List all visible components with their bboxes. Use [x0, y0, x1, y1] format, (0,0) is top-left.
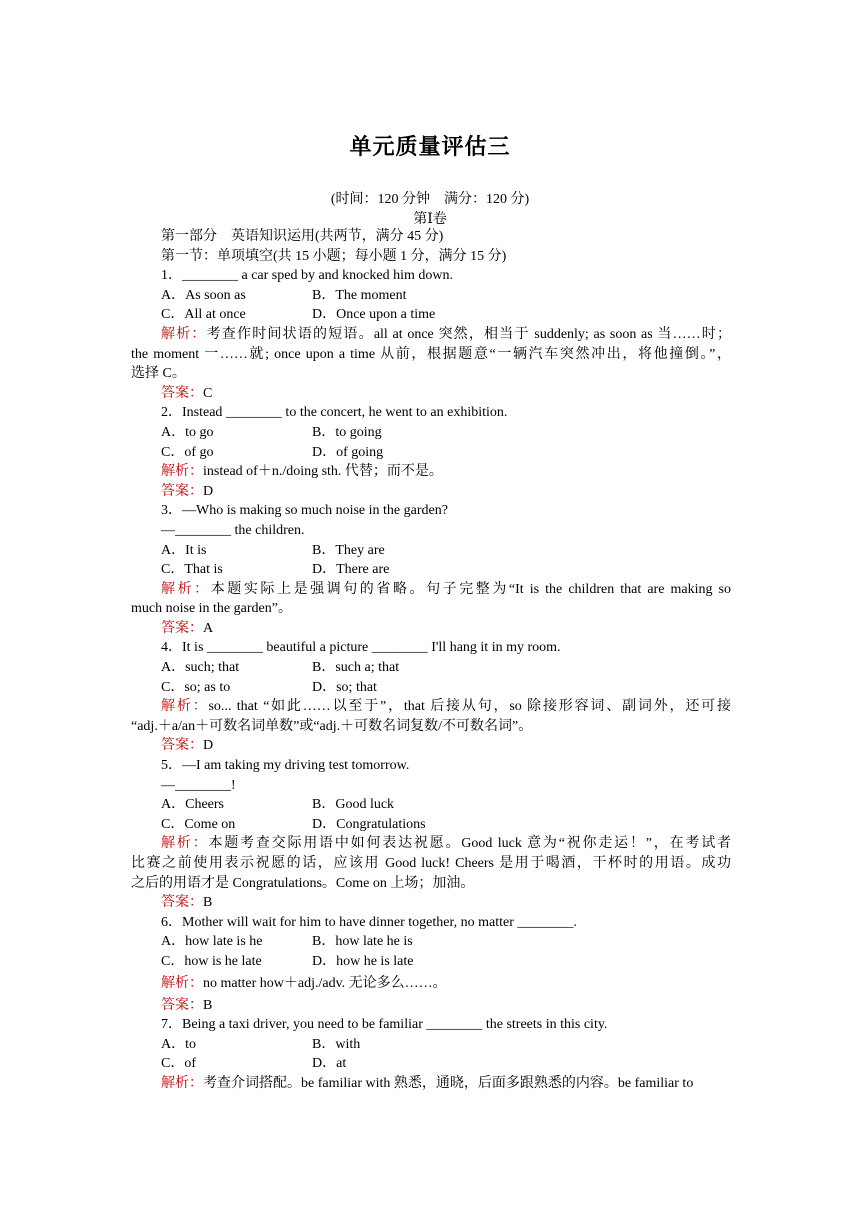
option-row [131, 952, 731, 972]
answer-value: B [203, 895, 213, 911]
analysis-text: 选择 C。 [131, 366, 186, 382]
answer-label: 答案： [161, 483, 203, 499]
analysis-label: 解析： [161, 699, 209, 715]
question-list [131, 266, 731, 1093]
option-row [131, 795, 731, 815]
option-choice: A．how late is he [161, 934, 263, 950]
question-stem: 3．—Who is making so much noise in the garden? [161, 503, 448, 519]
analysis-line [131, 599, 731, 619]
answer-label: 答案： [161, 620, 203, 636]
analysis-label: 解析： [161, 464, 203, 480]
exam-body [131, 227, 731, 1094]
option-choice: C．All at once [161, 307, 246, 323]
option-row [131, 815, 731, 835]
analysis-text: so... that “如此……以至于”，that 后接从句，so 除接形容词、副词外，还可接 [208, 699, 732, 715]
analysis-text: “adj.＋a/an＋可数名词单数”或“adj.＋可数名词复数/不可数名词”。 [131, 718, 533, 734]
option-choice: A．to go [161, 424, 214, 440]
option-choice: B．The moment [312, 287, 407, 303]
option-row [131, 443, 731, 463]
question-stem: —________ the children. [161, 522, 305, 538]
option-choice: B．They are [312, 542, 385, 558]
option-choice: A．It is [161, 542, 207, 558]
question-block [131, 266, 731, 403]
analysis-text: 之后的用语才是 Congratulations。Come on 上场；加油。 [131, 875, 475, 891]
question-stem: —________! [161, 777, 236, 793]
option-choice: C．Come on [161, 816, 236, 832]
analysis-text: much noise in the garden”。 [131, 601, 292, 617]
analysis-label: 解析： [161, 975, 203, 991]
analysis-label: 解析： [161, 581, 211, 597]
option-row [131, 423, 731, 443]
question-block [131, 403, 731, 501]
option-row [131, 541, 731, 561]
analysis-line [131, 462, 731, 482]
answer-value: D [203, 738, 214, 754]
option-row [131, 932, 731, 952]
option-row [131, 678, 731, 698]
analysis-text: 本题考查交际用语中如何表达祝愿。Good luck 意为“祝你走运！”，在考试者 [208, 836, 732, 852]
question-stem: 1．________ a car sped by and knocked him down. [161, 268, 453, 284]
analysis-text: 考查作时间状语的短语。all at once 突然，相当于 suddenly; as soon as 当……时； [206, 326, 731, 342]
analysis-text: the moment 一……就; once upon a time 从前，根据题意“一辆汽车突然冲出，将他撞倒。”， [131, 346, 731, 362]
option-row [131, 560, 731, 580]
question-block [131, 913, 731, 1015]
part-heading: 第一部分 英语知识运用(共两节，满分 45 分) [161, 229, 444, 244]
question-stem: 4．It is ________ beautiful a picture ________ I'll hang it in my room. [161, 640, 561, 656]
answer-value: D [203, 483, 214, 499]
analysis-text: instead of＋n./doing sth. 代替；而不是。 [203, 464, 443, 480]
analysis-line [131, 325, 731, 345]
option-choice: D．at [312, 1056, 347, 1072]
answer-label: 答案： [161, 895, 203, 911]
option-choice: B．such a; that [312, 660, 400, 676]
answer-line [131, 893, 731, 913]
option-row [131, 1054, 731, 1074]
option-choice: D．of going [312, 444, 384, 460]
option-choice: B．with [312, 1036, 361, 1052]
option-choice: C．how is he late [161, 953, 262, 969]
analysis-line [131, 874, 731, 894]
analysis-line [131, 697, 731, 717]
question-block [131, 1015, 731, 1093]
option-choice: C．so; as to [161, 679, 231, 695]
answer-line [131, 996, 731, 1016]
analysis-line [131, 972, 731, 996]
analysis-text: no matter how＋adj./adv. 无论多么……。 [203, 975, 447, 991]
option-choice: D．Congratulations [312, 816, 426, 832]
question-block [131, 756, 731, 913]
question-block [131, 638, 731, 756]
analysis-line [131, 1074, 731, 1094]
option-choice: B．Good luck [312, 797, 395, 813]
analysis-line [131, 345, 731, 365]
option-choice: D．Once upon a time [312, 307, 436, 323]
option-choice: C．of [161, 1056, 196, 1072]
analysis-line [131, 854, 731, 874]
analysis-text: 本题实际上是强调句的省略。句子完整为“It is the children that are making so [210, 581, 731, 597]
answer-line [131, 736, 731, 756]
answer-label: 答案： [161, 738, 203, 754]
analysis-line [131, 580, 731, 600]
section-heading: 第一节：单项填空(共 15 小题；每小题 1 分，满分 15 分) [161, 248, 507, 264]
answer-value: B [203, 997, 213, 1013]
option-choice: D．so; that [312, 679, 377, 695]
answer-value: C [203, 385, 213, 401]
option-choice: A．Cheers [161, 797, 224, 813]
analysis-label: 解析： [161, 326, 207, 342]
question-stem: 7．Being a taxi driver, you need to be familiar ________ the streets in this city. [161, 1017, 608, 1033]
question-block [131, 501, 731, 638]
option-choice: B．how late he is [312, 934, 413, 950]
answer-label: 答案： [161, 385, 203, 401]
option-row [131, 658, 731, 678]
exam-meta: (时间：120 分钟 满分：120 分) [330, 192, 530, 207]
answer-label: 答案： [161, 997, 203, 1013]
analysis-line [131, 717, 731, 737]
question-stem: 2．Instead ________ to the concert, he went to an exhibition. [161, 405, 508, 421]
option-choice: A．such; that [161, 660, 240, 676]
option-row [131, 286, 731, 306]
analysis-line [131, 364, 731, 384]
volume-heading: 第Ⅰ卷 [413, 212, 447, 227]
option-choice: A．As soon as [161, 287, 246, 303]
option-choice: D．how he is late [312, 953, 414, 969]
question-stem: 6．Mother will wait for him to have dinner together, no matter ________. [161, 914, 577, 930]
answer-value: A [203, 620, 214, 636]
option-choice: C．of go [161, 444, 214, 460]
answer-line [131, 482, 731, 502]
question-stem: 5．—I am taking my driving test tomorrow. [161, 758, 410, 774]
option-choice: A．to [161, 1036, 196, 1052]
answer-line [131, 619, 731, 639]
analysis-text: 考查介词搭配。be familiar with 熟悉，通晓，后面多跟熟悉的内容。be familiar to [203, 1075, 694, 1091]
answer-line [131, 384, 731, 404]
option-choice: B．to going [312, 424, 382, 440]
option-row [131, 305, 731, 325]
analysis-label: 解析： [161, 1075, 203, 1091]
option-choice: C．That is [161, 562, 223, 578]
analysis-line [131, 834, 731, 854]
page-title: 单元质量评估三 [349, 135, 511, 160]
analysis-label: 解析： [161, 836, 209, 852]
option-choice: D．There are [312, 562, 390, 578]
option-row [131, 1035, 731, 1055]
analysis-text: 比赛之前使用表示祝愿的话，应该用 Good luck! Cheers 是用于喝酒，干杯时的用语。成功 [131, 856, 731, 871]
